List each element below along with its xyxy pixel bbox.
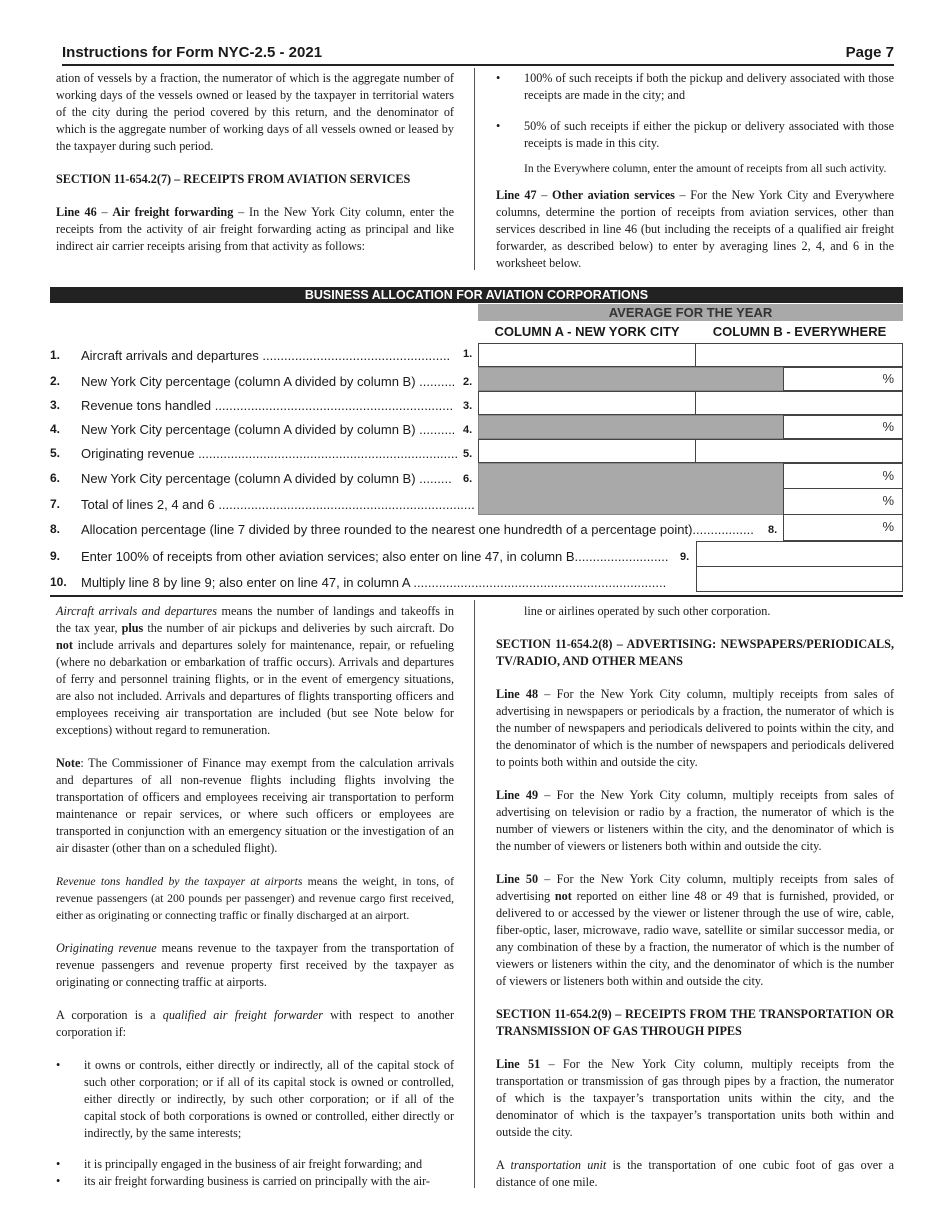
section-9-heading: SECTION 11-654.2(9) – RECEIPTS FROM THE TRANSPORTATION OR TRANSMISSION OF GAS THROUGH PIPES bbox=[496, 1007, 894, 1038]
form-title: Instructions for Form NYC-2.5 - 2021 bbox=[62, 44, 323, 61]
line3-col-b-input[interactable] bbox=[695, 391, 903, 415]
section-7-heading: SECTION 11-654.2(7) – RECEIPTS FROM AVIATION SERVICES bbox=[56, 172, 411, 186]
page-header bbox=[62, 44, 894, 66]
table-title: BUSINESS ALLOCATION FOR AVIATION CORPORATIONS bbox=[50, 287, 903, 303]
line2-shaded-area bbox=[478, 367, 784, 391]
transportation-unit-definition: A transportation unit is the transportation of one cubic foot of gas over a distance of one mile. bbox=[496, 1158, 895, 1189]
line46-paragraph: Line 46 – Air freight forwarding – In the New York City column, enter the receipts from the activity of air freight forwarding acting as principal and like indirect air carrier receipts arising from that activity as follows: bbox=[56, 205, 454, 253]
line6-percentage-input[interactable]: % bbox=[783, 463, 903, 489]
page-number: Page 7 bbox=[845, 44, 894, 61]
line1-col-a-input[interactable] bbox=[478, 343, 696, 367]
originating-revenue-definition: Originating revenue means revenue to the taxpayer from the transportation of revenue passengers and revenue property first received by the taxpayer as originating or connecting traffic at airports. bbox=[56, 941, 455, 989]
table-bottom-rule bbox=[50, 595, 903, 597]
bottom-right-column bbox=[496, 603, 894, 1207]
everywhere-note: In the Everywhere column, enter the amount of receipts from all such activity. bbox=[524, 162, 887, 175]
line1-col-b-input[interactable] bbox=[695, 343, 903, 367]
column-divider-bottom bbox=[474, 600, 475, 1188]
line5-col-a-input[interactable] bbox=[478, 439, 696, 463]
line2-percentage-input[interactable]: % bbox=[783, 367, 903, 391]
line8-percentage-input[interactable]: % bbox=[783, 514, 903, 541]
column-a-header: COLUMN A - NEW YORK CITY bbox=[494, 324, 680, 339]
bottom-left-column bbox=[56, 603, 454, 1190]
line10-input[interactable] bbox=[696, 566, 903, 592]
top-right-column bbox=[496, 70, 894, 288]
note-paragraph: Note: The Commissioner of Finance may exempt from the calculation arrivals and departures of all non-revenue flights including flights involving the transportation of officers and employees receiving air transportation to perform maintenance or repair services, or where such officers or employees are transported in conjunction with an emergency situation or the investigation of an air disaster (other than on a scheduled flight). bbox=[56, 756, 454, 855]
revenue-tons-definition: Revenue tons handled by the taxpayer at airports means the weight, in tons, of revenue passengers (at 200 pounds per passenger) and revenue cargo first received, either as originating or connecting traffic or finally discharged at an airport. bbox=[56, 875, 454, 922]
bullet-item: • 100% of such receipts if both the pickup and delivery associated with those receipts are made in the city; and bbox=[496, 71, 894, 102]
column-b-header: COLUMN B - EVERYWHERE bbox=[712, 324, 887, 339]
bullet-item: • it owns or controls, either directly or indirectly, all of the capital stock of such other corporation; or if all of its capital stock is owned or controlled, either directly or indirectly, by such other corporation; or if all of the capital stock of both corporations is owned or controlled, either directly or indirectly, by the same interests; bbox=[56, 1058, 454, 1140]
top-left-column bbox=[56, 70, 454, 271]
line4-shaded-area bbox=[478, 415, 784, 439]
line47-paragraph: Line 47 – Other aviation services – For the New York City and Everywhere columns, determine the portion of receipts from aviation services, other than services described in line 46 (but including the receipts of a qualified air freight forwarder, as described below) to enter by averaging lines 2, 4, and 6 in the worksheet below. bbox=[496, 188, 894, 270]
line50-paragraph: Line 50 – For the New York City column, multiply receipts from sales of advertising not reported on either line 48 or 49 that is furnished, provided, or delivered to or accessed by the viewer or listener through the use of wire, cable, fiber-optic, laser, microwave, radio wave, satellite or similar successor media, or any combination of these by a fraction, the numerator of which is the number of viewers or listeners within the city, and the denominator of which is the number of viewers or listeners both within and outside the city. bbox=[496, 872, 895, 988]
bullet-item: • its air freight forwarding business is carried on principally with the air- bbox=[56, 1174, 430, 1188]
qualified-forwarder-paragraph: A corporation is a qualified air freight forwarder with respect to another corporation if: bbox=[56, 1008, 455, 1039]
line6-7-shaded-area bbox=[478, 463, 784, 515]
continued-bullet-text: line or airlines operated by such other corporation. bbox=[524, 604, 771, 618]
line49-paragraph: Line 49 – For the New York City column, multiply receipts from sales of advertising on television or radio by a fraction, the numerator of which is the number of viewers or listeners within the city, and the denominator of which is the number of viewers or listeners both within and outside the city. bbox=[496, 788, 895, 853]
line5-col-b-input[interactable] bbox=[695, 439, 903, 463]
line51-paragraph: Line 51 – For the New York City column, multiply receipts from the transportation or transmission of gas through pipes by a fraction, the numerator of which is the taxpayer’s transportation units within the city, and the denominator of which is the taxpayer’s transportation units both within and outside the city. bbox=[496, 1057, 895, 1139]
line48-paragraph: Line 48 – For the New York City column, multiply receipts from sales of advertising in newspapers or periodicals by a fraction, the numerator of which is the number of newspapers and periodicals delivered to points within the city, and the denominator of which is the number of newspapers and periodicals delivered to points both within and outside the city. bbox=[496, 687, 895, 769]
bullet-item: • it is principally engaged in the business of air freight forwarding; and bbox=[56, 1157, 423, 1171]
line9-input[interactable] bbox=[696, 541, 903, 567]
column-divider-top bbox=[474, 68, 475, 270]
line7-percentage-input[interactable]: % bbox=[783, 488, 903, 515]
line3-col-a-input[interactable] bbox=[478, 391, 696, 415]
line4-percentage-input[interactable]: % bbox=[783, 415, 903, 439]
section-8-heading: SECTION 11-654.2(8) – ADVERTISING: NEWSPAPERS/PERIODICALS, TV/RADIO, AND OTHER MEANS bbox=[496, 637, 894, 668]
aircraft-arrivals-definition: Aircraft arrivals and departures means the number of landings and takeoffs in the tax year, plus the number of air pickups and deliveries by such aircraft. Do not include arrivals and departures solely for maintenance, repair, or refueling (where no debarkation or embarkation of traffic occurs). Arrivals and departures of ferry and personnel training flights, or in the event of emergency situations, are also not included. Arrivals and departures of flights transporting officers and employees receiving air transportation are included (but see Note below for exceptions) without regard to remuneration. bbox=[56, 604, 455, 737]
vessels-paragraph: ation of vessels by a fraction, the numerator of which is the aggregate number of working days of the vessels owned or leased by the taxpayer in territorial waters of the city during the period covered by this return, and the denominator of which is the aggregate number of working days of all vessels owned or leased by the taxpayer during such period. bbox=[56, 71, 454, 153]
average-for-year-header: AVERAGE FOR THE YEAR bbox=[478, 304, 903, 321]
bullet-item: • 50% of such receipts if either the pickup or delivery associated with those receipts is made in this city. bbox=[496, 119, 894, 150]
